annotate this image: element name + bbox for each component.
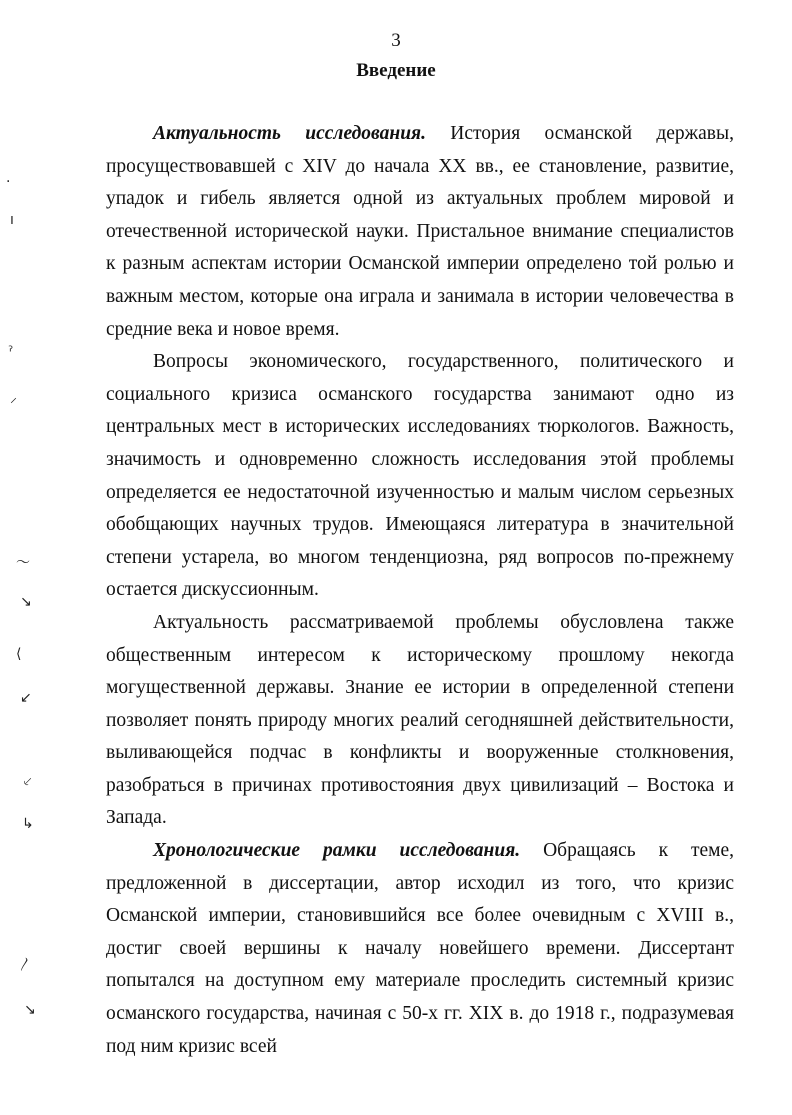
scan-mark: 〜 bbox=[16, 555, 30, 571]
paragraph-public-interest bbox=[106, 607, 734, 835]
paragraph-text: Обращаясь к теме, предложенной в диссертации, автор исходил из того, что кризис Османской империи, становившийся все более очевидным с XVIII в., достиг своей вершины к началу новейшего времени. Диссертант попытался на доступном ему материале проследить системный кризис османского государства, начиная с 50-х гг. XIX в. до 1918 г., подразумевая под ним кризис всей bbox=[106, 840, 734, 1057]
scan-mark: ı bbox=[10, 212, 14, 228]
scan-mark: ⟨ bbox=[16, 646, 22, 662]
paragraph-crisis-questions bbox=[106, 346, 734, 607]
paragraph-term: Актуальность исследования. bbox=[153, 123, 426, 144]
scan-mark: ⸔ bbox=[22, 774, 33, 790]
scan-mark: ↳ bbox=[22, 816, 34, 832]
paragraph-term: Хронологические рамки исследования. bbox=[153, 840, 521, 862]
scan-mark: ↘ bbox=[20, 594, 32, 610]
scan-mark: . bbox=[6, 170, 11, 186]
paragraph-relevance bbox=[106, 118, 734, 346]
body-text bbox=[106, 118, 734, 1063]
paragraph-text: Вопросы экономического, государственного, политического и социального кризиса османского государства занимают одно из центральных мест в исторических исследованиях тюркологов. Важность, значимость и одновременно сложность исследования этой проблемы определяется ее недостаточной изученностью и малым числом серьезных обобщающих научных трудов. Имеющаяся литература в значительной степени устарела, во многом тенденциозна, ряд вопросов по-прежнему остается дискуссионным. bbox=[106, 351, 734, 601]
section-heading: Введение bbox=[356, 60, 436, 81]
scan-mark: ⸝ bbox=[10, 390, 17, 406]
scan-mark: ˀ bbox=[8, 344, 14, 360]
page-number: 3 bbox=[391, 30, 401, 51]
paragraph-text: История османской державы, просуществовавшей с XIV до начала XX вв., ее становление, развитие, упадок и гибель является одной из актуальных проблем мировой и отечественной исторической науки. Пристальное внимание специалистов к разным аспектам истории Османской империи определено той ролью и важным местом, которые она играла и занимала в истории человечества в средние века и новое время. bbox=[106, 123, 734, 340]
scan-mark: ↙ bbox=[20, 690, 32, 706]
paragraph-chronology bbox=[106, 835, 734, 1063]
scan-mark: 〳 bbox=[18, 957, 32, 973]
scan-mark: ↘ bbox=[24, 1002, 36, 1018]
paragraph-text: Актуальность рассматриваемой проблемы обусловлена также общественным интересом к историческому прошлому некогда могущественной державы. Знание ее истории в определенной степени позволяет понять природу многих реалий сегодняшней действительности, выливающейся подчас в конфликты и вооруженные столкновения, разобраться в причинах противостояния двух цивилизаций – Востока и Запада. bbox=[106, 611, 734, 829]
